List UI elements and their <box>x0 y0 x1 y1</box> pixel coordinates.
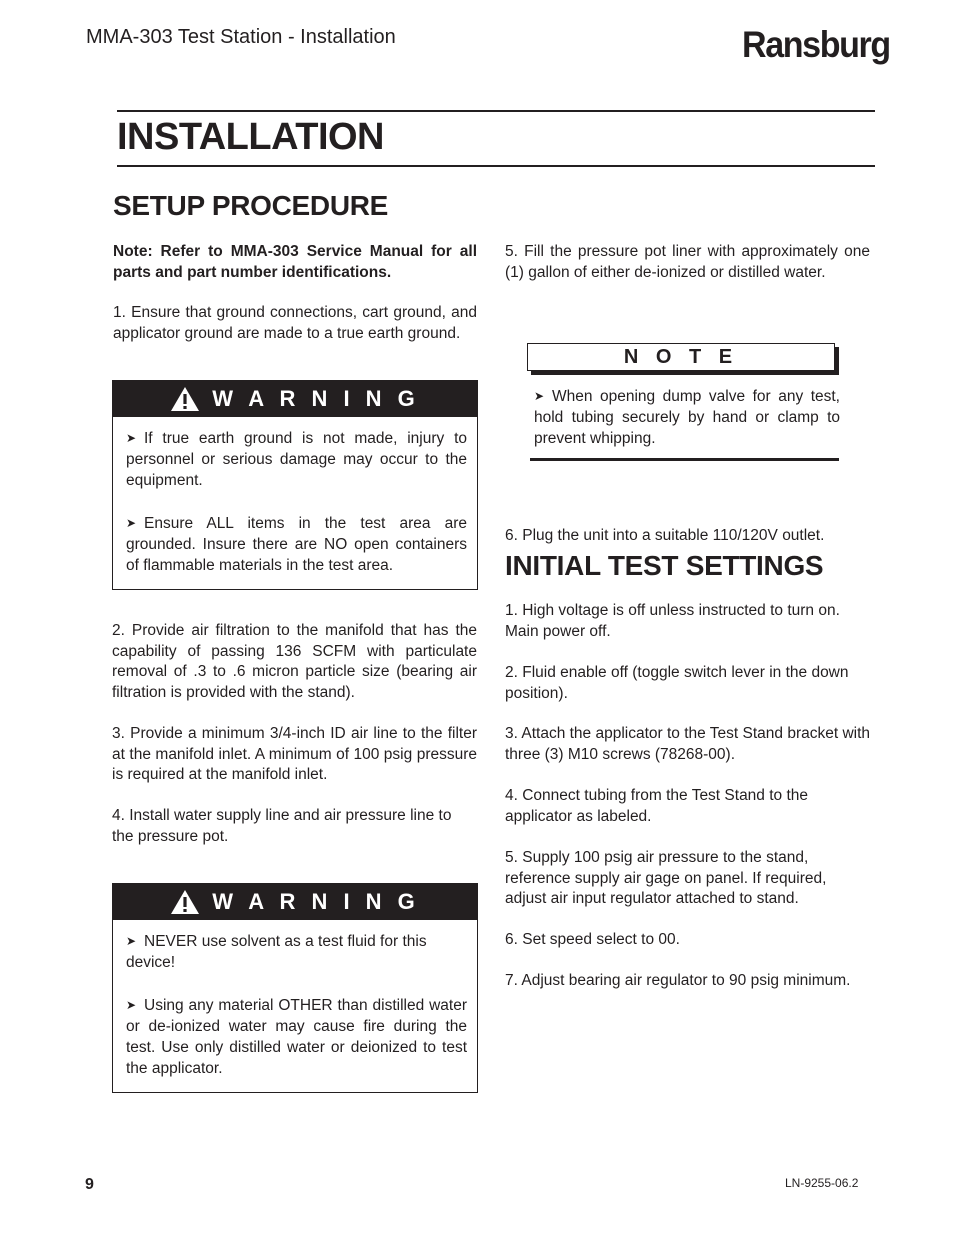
setup-step-6: 6. Plug the unit into a suitable 110/120V outlet. <box>505 527 825 544</box>
warning-item: ➤ Using any material OTHER than distilled water or de-ionized water may cause fire during the test. Use only distilled water or deionized to test the applicator. <box>126 997 467 1077</box>
initial-step-5: 5. Supply 100 psig air pressure to the stand, reference supply air gage on panel. If required, adjust air input regulator attached to stand. <box>505 849 827 908</box>
warning-box-grounding <box>112 380 478 590</box>
document-header-title: MMA-303 Test Station - Installation <box>86 26 396 48</box>
warning-box-solvent <box>112 883 478 1093</box>
setup-step-3: 3. Provide a minimum 3/4-inch ID air line to the filter at the manifold inlet. A minimum of 100 psig pressure is required at the manifold inlet. <box>112 725 477 784</box>
note-label: N O T E <box>623 345 739 368</box>
chevron-right-icon: ➤ <box>126 431 137 445</box>
initial-step-4: 4. Connect tubing from the Test Stand to the applicator as labeled. <box>505 787 809 825</box>
initial-step-6: 6. Set speed select to 00. <box>505 931 680 948</box>
setup-step-5: 5. Fill the pressure pot liner with approximately one (1) gallon of either de-ionized or distilled water. <box>505 243 870 281</box>
note-bottom-rule <box>530 458 839 461</box>
warning-header <box>113 884 477 920</box>
chevron-right-icon: ➤ <box>126 516 137 530</box>
initial-step-3: 3. Attach the applicator to the Test Stand bracket with three (3) M10 screws (78268-00). <box>505 725 871 763</box>
brand-logo: Ransburg <box>742 24 890 65</box>
note-text: ➤ When opening dump valve for any test, hold tubing securely by hand or clamp to prevent whipping. <box>534 388 840 447</box>
warning-triangle-icon <box>170 386 200 412</box>
section-title: INSTALLATION <box>117 116 384 158</box>
warning-label: W A R N I N G <box>212 386 420 411</box>
chevron-right-icon: ➤ <box>126 934 137 948</box>
warning-header <box>113 381 477 417</box>
setup-procedure-heading: SETUP PROCEDURE <box>113 190 389 221</box>
setup-step-2: 2. Provide air filtration to the manifold that has the capability of passing 136 SCFM with particulate removal of .3 to .6 micron particle size (bearing air filtration is provided with the stand). <box>112 622 477 702</box>
setup-step-4: 4. Install water supply line and air pressure line to the pressure pot. <box>112 807 452 845</box>
setup-note: Note: Refer to MMA-303 Service Manual for all parts and part number identifications. <box>113 243 477 281</box>
warning-item: ➤ NEVER use solvent as a test fluid for this device! <box>126 933 427 971</box>
initial-step-2: 2. Fluid enable off (toggle switch lever in the down position). <box>505 664 849 702</box>
warning-item: ➤ Ensure ALL items in the test area are grounded. Insure there are NO open containers of flammable materials in the test area. <box>126 515 467 574</box>
initial-step-7: 7. Adjust bearing air regulator to 90 psig minimum. <box>505 972 851 989</box>
warning-item: ➤ If true earth ground is not made, injury to personnel or serious damage may occur to the equipment. <box>126 430 467 489</box>
title-rule-bottom <box>117 165 875 167</box>
initial-step-1: 1. High voltage is off unless instructed to turn on. Main power off. <box>505 602 840 640</box>
warning-triangle-icon <box>170 889 200 915</box>
chevron-right-icon: ➤ <box>126 998 137 1012</box>
note-header <box>527 343 835 371</box>
chevron-right-icon: ➤ <box>534 389 545 403</box>
initial-test-settings-heading: INITIAL TEST SETTINGS <box>505 550 824 581</box>
title-rule-top <box>117 110 875 112</box>
document-number: LN-9255-06.2 <box>785 1176 859 1190</box>
setup-step-1: 1. Ensure that ground connections, cart ground, and applicator ground are made to a true earth ground. <box>113 304 477 342</box>
warning-label: W A R N I N G <box>212 889 420 914</box>
page-number: 9 <box>85 1176 94 1193</box>
